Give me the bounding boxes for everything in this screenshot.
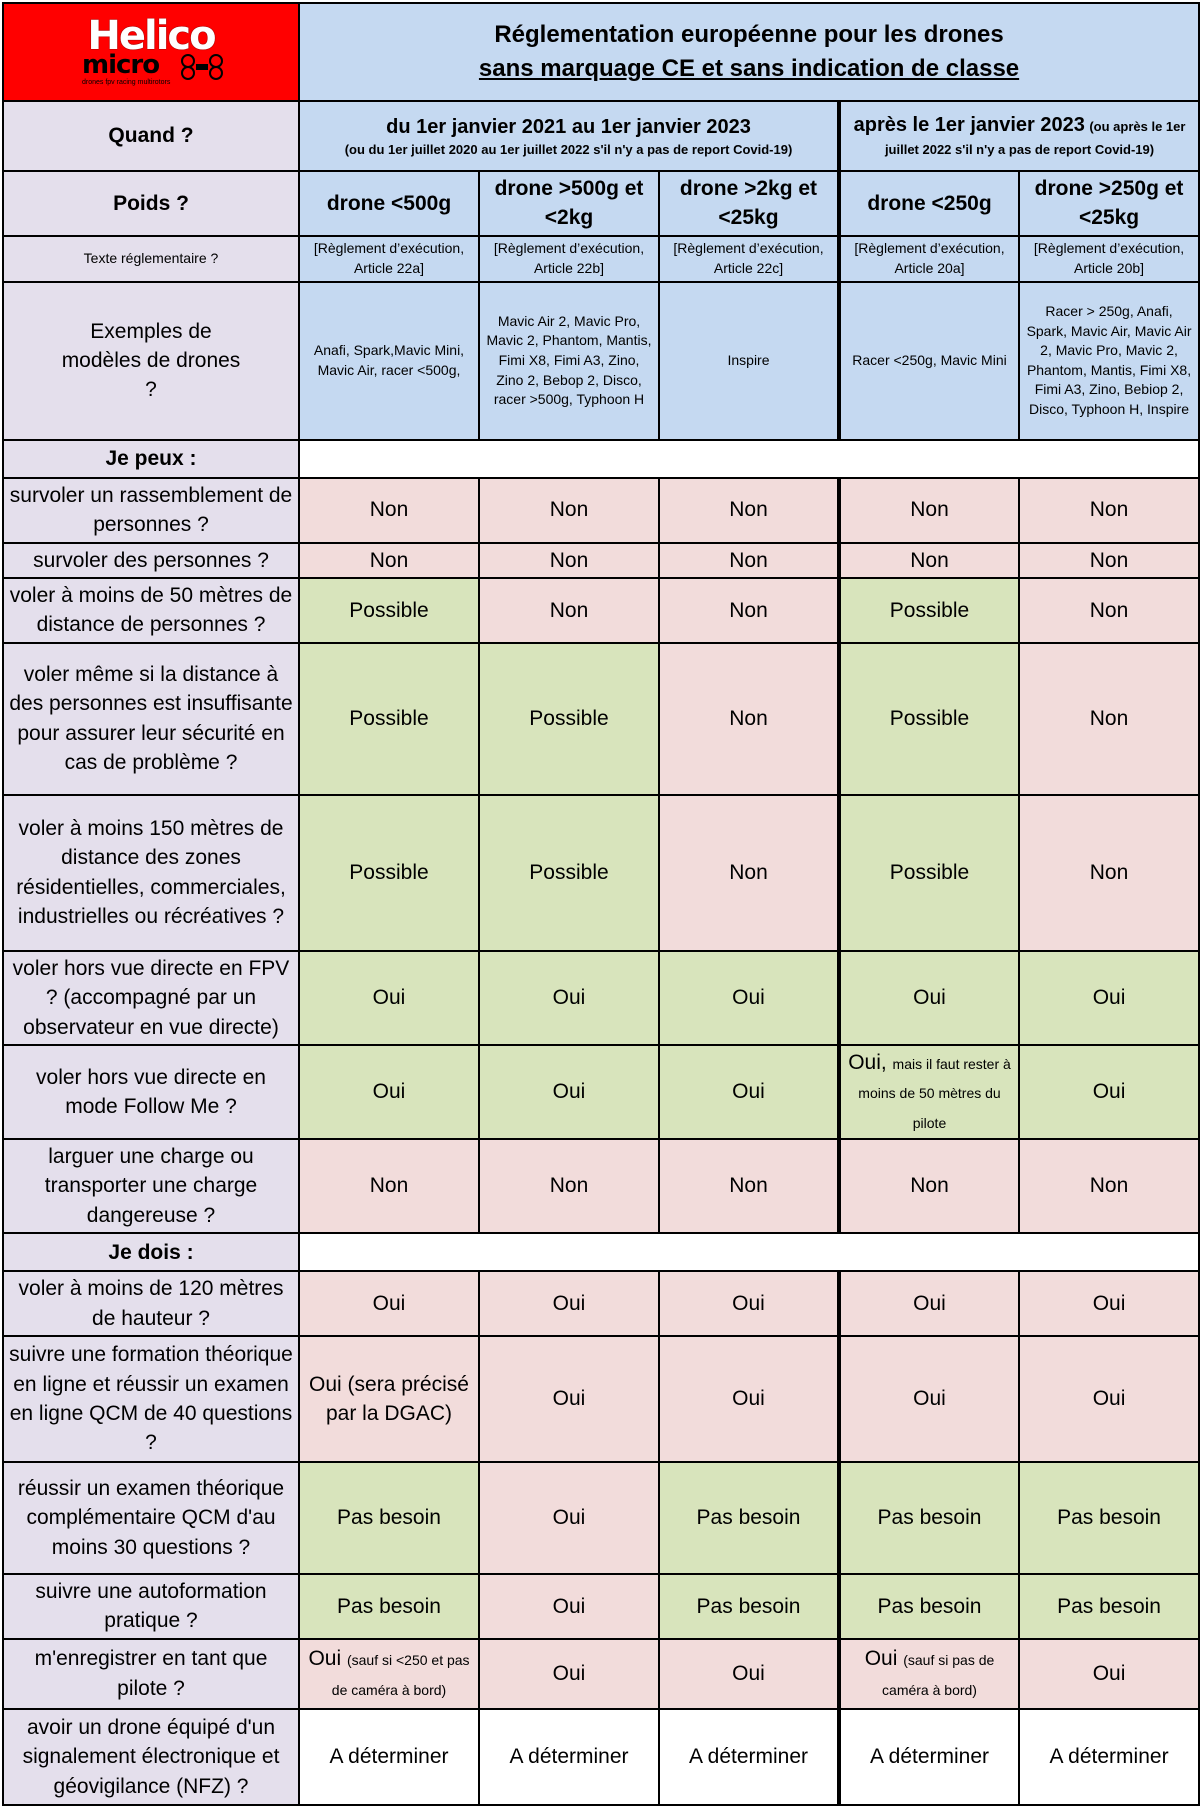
- weight-5: drone >250g et <25kg: [1019, 171, 1199, 236]
- answer-cell: [299, 795, 479, 951]
- answer-value: Oui: [913, 1291, 946, 1315]
- title-line-1: Réglementation européenne pour les drones: [494, 21, 1004, 49]
- answer-value: Oui: [913, 986, 946, 1010]
- answer-cell: [299, 1271, 479, 1336]
- examples-3: Inspire: [659, 282, 839, 440]
- table-row: [3, 1336, 1199, 1462]
- table-row: [3, 578, 1199, 643]
- table-row: [3, 543, 1199, 578]
- drone-icon: [178, 54, 226, 80]
- answer-value: Possible: [349, 861, 429, 885]
- logo: [3, 3, 299, 101]
- answer-note: (sauf si <250 et pas de caméra à bord): [331, 1652, 470, 1698]
- table-row: [3, 951, 1199, 1045]
- answer-value: A déterminer: [869, 1745, 990, 1769]
- answer-cell: [659, 1462, 839, 1574]
- answer-cell: [839, 1639, 1019, 1709]
- question-label: survoler un rassemblement de personnes ?: [3, 478, 299, 543]
- examples-label: Exemples de modèles de drones ?: [61, 319, 241, 402]
- answer-cell: [659, 1271, 839, 1336]
- answer-cell: [1019, 1639, 1199, 1709]
- answer-cell: [479, 1709, 659, 1805]
- answer-cell: [299, 478, 479, 543]
- answer-value: Oui: [372, 986, 406, 1010]
- examples-4: Racer <250g, Mavic Mini: [839, 282, 1019, 440]
- answer-cell: [1019, 1462, 1199, 1574]
- answer-cell: [659, 478, 839, 543]
- table-row: [3, 795, 1199, 951]
- section-blank-can: [299, 440, 1199, 478]
- answer-cell: [839, 478, 1019, 543]
- answer-value: Non: [369, 498, 409, 522]
- answer-value: Oui (sera précisé par la DGAC): [309, 1372, 469, 1426]
- answer-cell: [1019, 478, 1199, 543]
- answer-cell: [299, 1574, 479, 1639]
- table-row: [3, 1045, 1199, 1139]
- answer-value: Possible: [529, 707, 609, 731]
- answer-cell: [479, 1336, 659, 1462]
- answer-value: Non: [1089, 548, 1129, 572]
- answer-cell: [299, 1639, 479, 1709]
- answer-cell: [659, 795, 839, 951]
- answer-note: mais il faut rester à moins de 50 mètres du pilote: [858, 1055, 1011, 1131]
- section-label-can: Je peux :: [3, 440, 299, 478]
- logo-tagline: drones fpv racing multirotors: [82, 79, 171, 86]
- answer-value: Oui: [1092, 1387, 1126, 1411]
- answer-value: Non: [1089, 707, 1129, 731]
- answer-cell: [479, 1139, 659, 1233]
- answer-cell: [659, 1045, 839, 1139]
- section-label-must: Je dois :: [3, 1233, 299, 1271]
- answer-value: Non: [729, 548, 768, 572]
- answer-value: Non: [369, 548, 409, 572]
- answer-value: Oui: [552, 1594, 586, 1618]
- answer-cell: [299, 1139, 479, 1233]
- table-row: [3, 1139, 1199, 1233]
- answer-value: Pas besoin: [877, 1506, 982, 1530]
- answer-value: Oui: [913, 1387, 946, 1411]
- answer-cell: [1019, 1336, 1199, 1462]
- article-5: [Règlement d’exécution, Article 20b]: [1019, 236, 1199, 282]
- answer-cell: [1019, 1271, 1199, 1336]
- answer-value: Possible: [349, 707, 429, 731]
- answer-value: Pas besoin: [1057, 1594, 1161, 1618]
- answer-value: Oui: [1092, 1662, 1126, 1686]
- answer-cell: [659, 643, 839, 795]
- answer-value: Non: [549, 598, 589, 622]
- period-1-main: du 1er janvier 2021 au 1er janvier 2023: [386, 115, 751, 138]
- answer-cell: [659, 1574, 839, 1639]
- answer-value: Non: [1089, 861, 1129, 885]
- answer-cell: [299, 578, 479, 643]
- period-1: [299, 101, 839, 171]
- answer-value: Possible: [349, 598, 429, 622]
- table-row: [3, 1574, 1199, 1639]
- answer-value: Possible: [889, 707, 970, 731]
- question-label: voler hors vue directe en FPV ? (accompagné par un observateur en vue directe): [3, 951, 299, 1045]
- period-2-sub: (ou après le 1er juillet 2022 s'il n'y a pas de report Covid-19): [884, 118, 1186, 157]
- answer-value: Non: [910, 1174, 949, 1198]
- title-line-2: sans marquage CE et sans indication de classe: [478, 55, 1020, 82]
- answer-cell: [1019, 643, 1199, 795]
- answer-cell: [839, 1045, 1019, 1139]
- answer-value: Non: [549, 498, 589, 522]
- period-2-main: après le 1er janvier 2023: [853, 113, 1085, 136]
- examples-2: Mavic Air 2, Mavic Pro, Mavic 2, Phantom, Mantis, Fimi X8, Fimi A3, Zino, Zino 2, Bebop 2, Disco, racer >500g, Typhoon H: [479, 282, 659, 440]
- table-row: [3, 1639, 1199, 1709]
- period-2: [839, 101, 1199, 171]
- examples-1: Anafi, Spark,Mavic Mini, Mavic Air, racer <500g,: [299, 282, 479, 440]
- answer-value: Non: [729, 861, 768, 885]
- answer-value: A déterminer: [329, 1745, 449, 1769]
- answer-cell: [479, 1462, 659, 1574]
- answer-value: Pas besoin: [877, 1594, 982, 1618]
- row-label-examples: [3, 282, 299, 440]
- answer-cell: [479, 543, 659, 578]
- answer-cell: [839, 1139, 1019, 1233]
- answer-value: Non: [1089, 598, 1129, 622]
- question-label: avoir un drone équipé d'un signalement électronique et géovigilance (NFZ) ?: [3, 1709, 299, 1805]
- answer-cell: [479, 795, 659, 951]
- answer-cell: [299, 951, 479, 1045]
- answer-cell: [659, 1139, 839, 1233]
- answer-value: Possible: [529, 861, 609, 885]
- weight-2: drone >500g et <2kg: [479, 171, 659, 236]
- answer-cell: [839, 1709, 1019, 1805]
- question-label: réussir un examen théorique complémentaire QCM d'au moins 30 questions ?: [3, 1462, 299, 1574]
- answer-cell: [659, 1709, 839, 1805]
- weight-4: drone <250g: [839, 171, 1019, 236]
- answer-cell: [839, 543, 1019, 578]
- answer-value: Oui: [372, 1080, 406, 1104]
- answer-cell: [659, 1336, 839, 1462]
- table-row: [3, 643, 1199, 795]
- answer-cell: [839, 1336, 1019, 1462]
- article-1: [Règlement d’exécution, Article 22a]: [299, 236, 479, 282]
- answer-cell: [1019, 543, 1199, 578]
- answer-value: Non: [729, 707, 768, 731]
- answer-cell: [479, 1639, 659, 1709]
- answer-value: Non: [369, 1174, 409, 1198]
- answer-value: Oui: [552, 1080, 586, 1104]
- answer-note: (sauf si pas de caméra à bord): [882, 1652, 995, 1698]
- answer-value: A déterminer: [1049, 1745, 1169, 1769]
- logo-name: Helico: [87, 13, 215, 59]
- answer-cell: [479, 951, 659, 1045]
- answer-value: Oui: [552, 1387, 586, 1411]
- answer-value: A déterminer: [509, 1745, 629, 1769]
- answer-value: Pas besoin: [696, 1506, 801, 1530]
- answer-cell: [479, 1045, 659, 1139]
- article-3: [Règlement d’exécution, Article 22c]: [659, 236, 839, 282]
- answer-value: Oui: [552, 986, 586, 1010]
- question-label: voler à moins de 50 mètres de distance de personnes ?: [3, 578, 299, 643]
- answer-cell: [479, 1271, 659, 1336]
- answer-value: Oui: [732, 1291, 765, 1315]
- answer-value: Oui: [732, 1080, 765, 1104]
- answer-value: Pas besoin: [696, 1594, 801, 1618]
- answer-value: Oui: [372, 1291, 406, 1315]
- answer-value: Oui: [864, 1647, 898, 1671]
- table-row: [3, 1709, 1199, 1805]
- answer-cell: [659, 543, 839, 578]
- answer-value: Oui: [308, 1647, 342, 1671]
- answer-value: Non: [910, 548, 949, 572]
- article-4: [Règlement d’exécution, Article 20a]: [839, 236, 1019, 282]
- answer-value: Pas besoin: [337, 1594, 441, 1618]
- answer-cell: [839, 643, 1019, 795]
- page-title: [299, 3, 1199, 101]
- question-label: suivre une autoformation pratique ?: [3, 1574, 299, 1639]
- answer-value: Non: [729, 1174, 768, 1198]
- row-label-text: Texte réglementaire ?: [3, 236, 299, 282]
- answer-value: Oui: [732, 1662, 765, 1686]
- answer-cell: [659, 1639, 839, 1709]
- answer-cell: [839, 1574, 1019, 1639]
- answer-value: Oui: [1092, 1291, 1126, 1315]
- answer-cell: [299, 1462, 479, 1574]
- answer-value: Oui: [552, 1506, 586, 1530]
- answer-value: Pas besoin: [1057, 1506, 1161, 1530]
- question-label: survoler des personnes ?: [3, 543, 299, 578]
- answer-cell: [1019, 795, 1199, 951]
- regulation-table: [2, 2, 1200, 1806]
- answer-cell: [659, 951, 839, 1045]
- answer-value: Oui: [1092, 986, 1126, 1010]
- answer-cell: [1019, 1574, 1199, 1639]
- answer-cell: [839, 1462, 1019, 1574]
- answer-value: Non: [729, 598, 768, 622]
- answer-value: Non: [549, 548, 589, 572]
- section-blank-must: [299, 1233, 1199, 1271]
- period-1-sub: (ou du 1er juillet 2020 au 1er juillet 2022 s'il n'y a pas de report Covid-19): [344, 141, 793, 157]
- question-label: voler à moins de 120 mètres de hauteur ?: [3, 1271, 299, 1336]
- weight-3: drone >2kg et <25kg: [659, 171, 839, 236]
- answer-value: Non: [729, 498, 768, 522]
- answer-value: Non: [1089, 498, 1129, 522]
- table-row: [3, 1271, 1199, 1336]
- answer-value: Oui: [732, 1387, 765, 1411]
- examples-5: Racer > 250g, Anafi, Spark, Mavic Air, Mavic Air 2, Mavic Pro, Mavic 2, Phantom, Mantis, Fimi X8, Fimi A3, Zino, Bebiop 2, Disco, Typhoon H, Inspire: [1019, 282, 1199, 440]
- answer-value: Possible: [889, 598, 970, 622]
- answer-cell: [1019, 1139, 1199, 1233]
- answer-cell: [479, 1574, 659, 1639]
- answer-value: Possible: [889, 861, 970, 885]
- question-label: voler même si la distance à des personnes est insuffisante pour assurer leur sécurité en cas de problème ?: [3, 643, 299, 795]
- answer-cell: [659, 578, 839, 643]
- answer-value: Oui: [552, 1291, 586, 1315]
- answer-cell: [479, 478, 659, 543]
- answer-value: Non: [910, 498, 949, 522]
- answer-cell: [299, 1045, 479, 1139]
- answer-cell: [479, 643, 659, 795]
- logo-sub: micro: [82, 50, 160, 80]
- question-label: voler hors vue directe en mode Follow Me ?: [3, 1045, 299, 1139]
- answer-cell: [839, 1271, 1019, 1336]
- answer-cell: [1019, 578, 1199, 643]
- answer-cell: [299, 543, 479, 578]
- row-label-weight: Poids ?: [3, 171, 299, 236]
- article-2: [Règlement d’exécution, Article 22b]: [479, 236, 659, 282]
- answer-value: Oui: [552, 1662, 586, 1686]
- answer-cell: [1019, 1709, 1199, 1805]
- answer-cell: [839, 795, 1019, 951]
- answer-value: Pas besoin: [337, 1506, 441, 1530]
- table-row: [3, 1462, 1199, 1574]
- table-row: [3, 478, 1199, 543]
- answer-cell: [1019, 951, 1199, 1045]
- weight-1: drone <500g: [299, 171, 479, 236]
- answer-value: Non: [549, 1174, 589, 1198]
- row-label-when: Quand ?: [3, 101, 299, 171]
- answer-cell: [839, 951, 1019, 1045]
- answer-value: Oui: [1092, 1080, 1126, 1104]
- question-label: voler à moins 150 mètres de distance des zones résidentielles, commerciales, industrielles ou récréatives ?: [3, 795, 299, 951]
- answer-cell: [299, 1336, 479, 1462]
- answer-value: A déterminer: [688, 1745, 809, 1769]
- answer-cell: [479, 578, 659, 643]
- answer-value: Non: [1089, 1174, 1129, 1198]
- answer-cell: [299, 643, 479, 795]
- question-label: larguer une charge ou transporter une charge dangereuse ?: [3, 1139, 299, 1233]
- question-label: suivre une formation théorique en ligne et réussir un examen en ligne QCM de 40 questions ?: [3, 1336, 299, 1462]
- answer-cell: [1019, 1045, 1199, 1139]
- answer-value: Oui,: [848, 1050, 887, 1074]
- answer-cell: [299, 1709, 479, 1805]
- answer-value: Oui: [732, 986, 765, 1010]
- question-label: m'enregistrer en tant que pilote ?: [3, 1639, 299, 1709]
- answer-cell: [839, 578, 1019, 643]
